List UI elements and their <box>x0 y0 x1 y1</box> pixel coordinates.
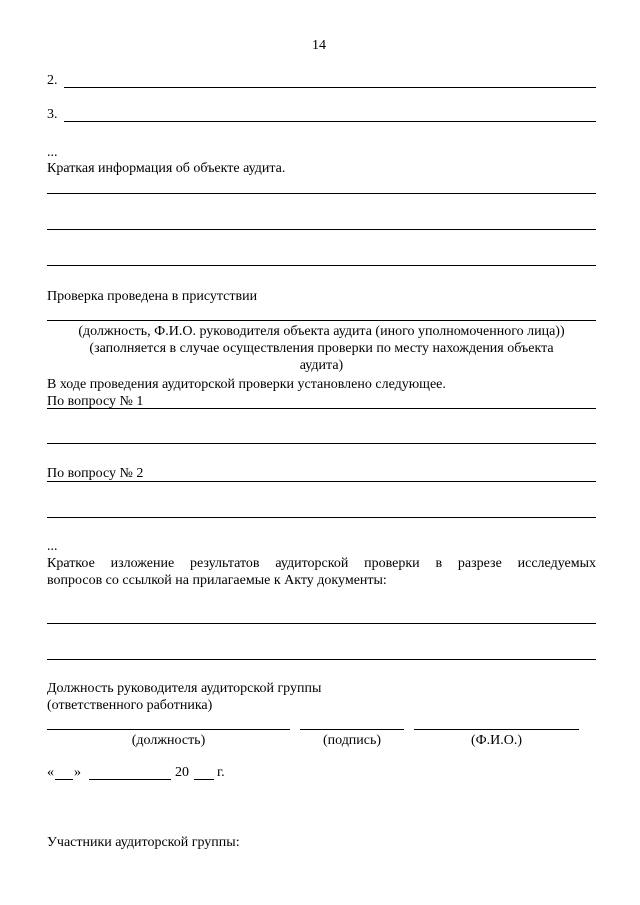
question-1-label: По вопросу № 1 <box>47 394 144 409</box>
page-number: 14 <box>312 38 326 53</box>
signature-line <box>300 729 404 730</box>
date-close-quote: » <box>74 765 81 780</box>
findings-intro: В ходе проведения аудиторской проверки установлено следующее. <box>47 377 446 392</box>
question-2-label: По вопросу № 2 <box>47 466 144 481</box>
item-2-line <box>64 87 596 88</box>
position-line <box>47 729 290 730</box>
item-3-line <box>64 121 596 122</box>
summary-line <box>47 623 596 624</box>
date-day-line <box>55 779 73 780</box>
question-1-line <box>47 408 596 409</box>
presence-label: Проверка проведена в присутствии <box>47 289 258 304</box>
date-open-quote: « <box>47 765 54 780</box>
summary-line-1: Краткое изложение результатов аудиторской проверки в разрезе исследуемых <box>47 556 596 571</box>
presence-caption-3: аудита) <box>299 358 344 373</box>
presence-line <box>47 320 596 321</box>
date-month-line <box>89 779 171 780</box>
name-line <box>414 729 579 730</box>
date-year-prefix: 20 <box>175 765 189 780</box>
question-2-line <box>47 517 596 518</box>
leader-label-1: Должность руководителя аудиторской группы <box>47 681 322 696</box>
signature-caption: (подпись) <box>322 733 382 748</box>
presence-caption-1: (должность, Ф.И.О. руководителя объекта аудита (иного уполномоченного лица)) <box>78 324 565 339</box>
item-2-label: 2. <box>47 73 58 88</box>
question-2-line <box>47 481 596 482</box>
object-info-heading: Краткая информация об объекте аудита. <box>47 161 286 176</box>
question-1-line <box>47 443 596 444</box>
date-year-suffix: г. <box>217 765 225 780</box>
ellipsis-1: ... <box>47 145 58 160</box>
summary-line-2: вопросов со ссылкой на прилагаемые к Акту документы: <box>47 573 387 588</box>
ellipsis-2: ... <box>47 539 58 554</box>
object-info-line <box>47 229 596 230</box>
summary-line <box>47 659 596 660</box>
presence-caption-2: (заполняется в случае осуществления проверки по месту нахождения объекта <box>89 341 554 356</box>
participants-label: Участники аудиторской группы: <box>47 835 240 850</box>
leader-label-2: (ответственного работника) <box>47 698 213 713</box>
object-info-line <box>47 265 596 266</box>
item-3-label: 3. <box>47 107 58 122</box>
date-year-line <box>194 779 214 780</box>
object-info-line <box>47 193 596 194</box>
name-caption: (Ф.И.О.) <box>470 733 523 748</box>
position-caption: (должность) <box>131 733 206 748</box>
